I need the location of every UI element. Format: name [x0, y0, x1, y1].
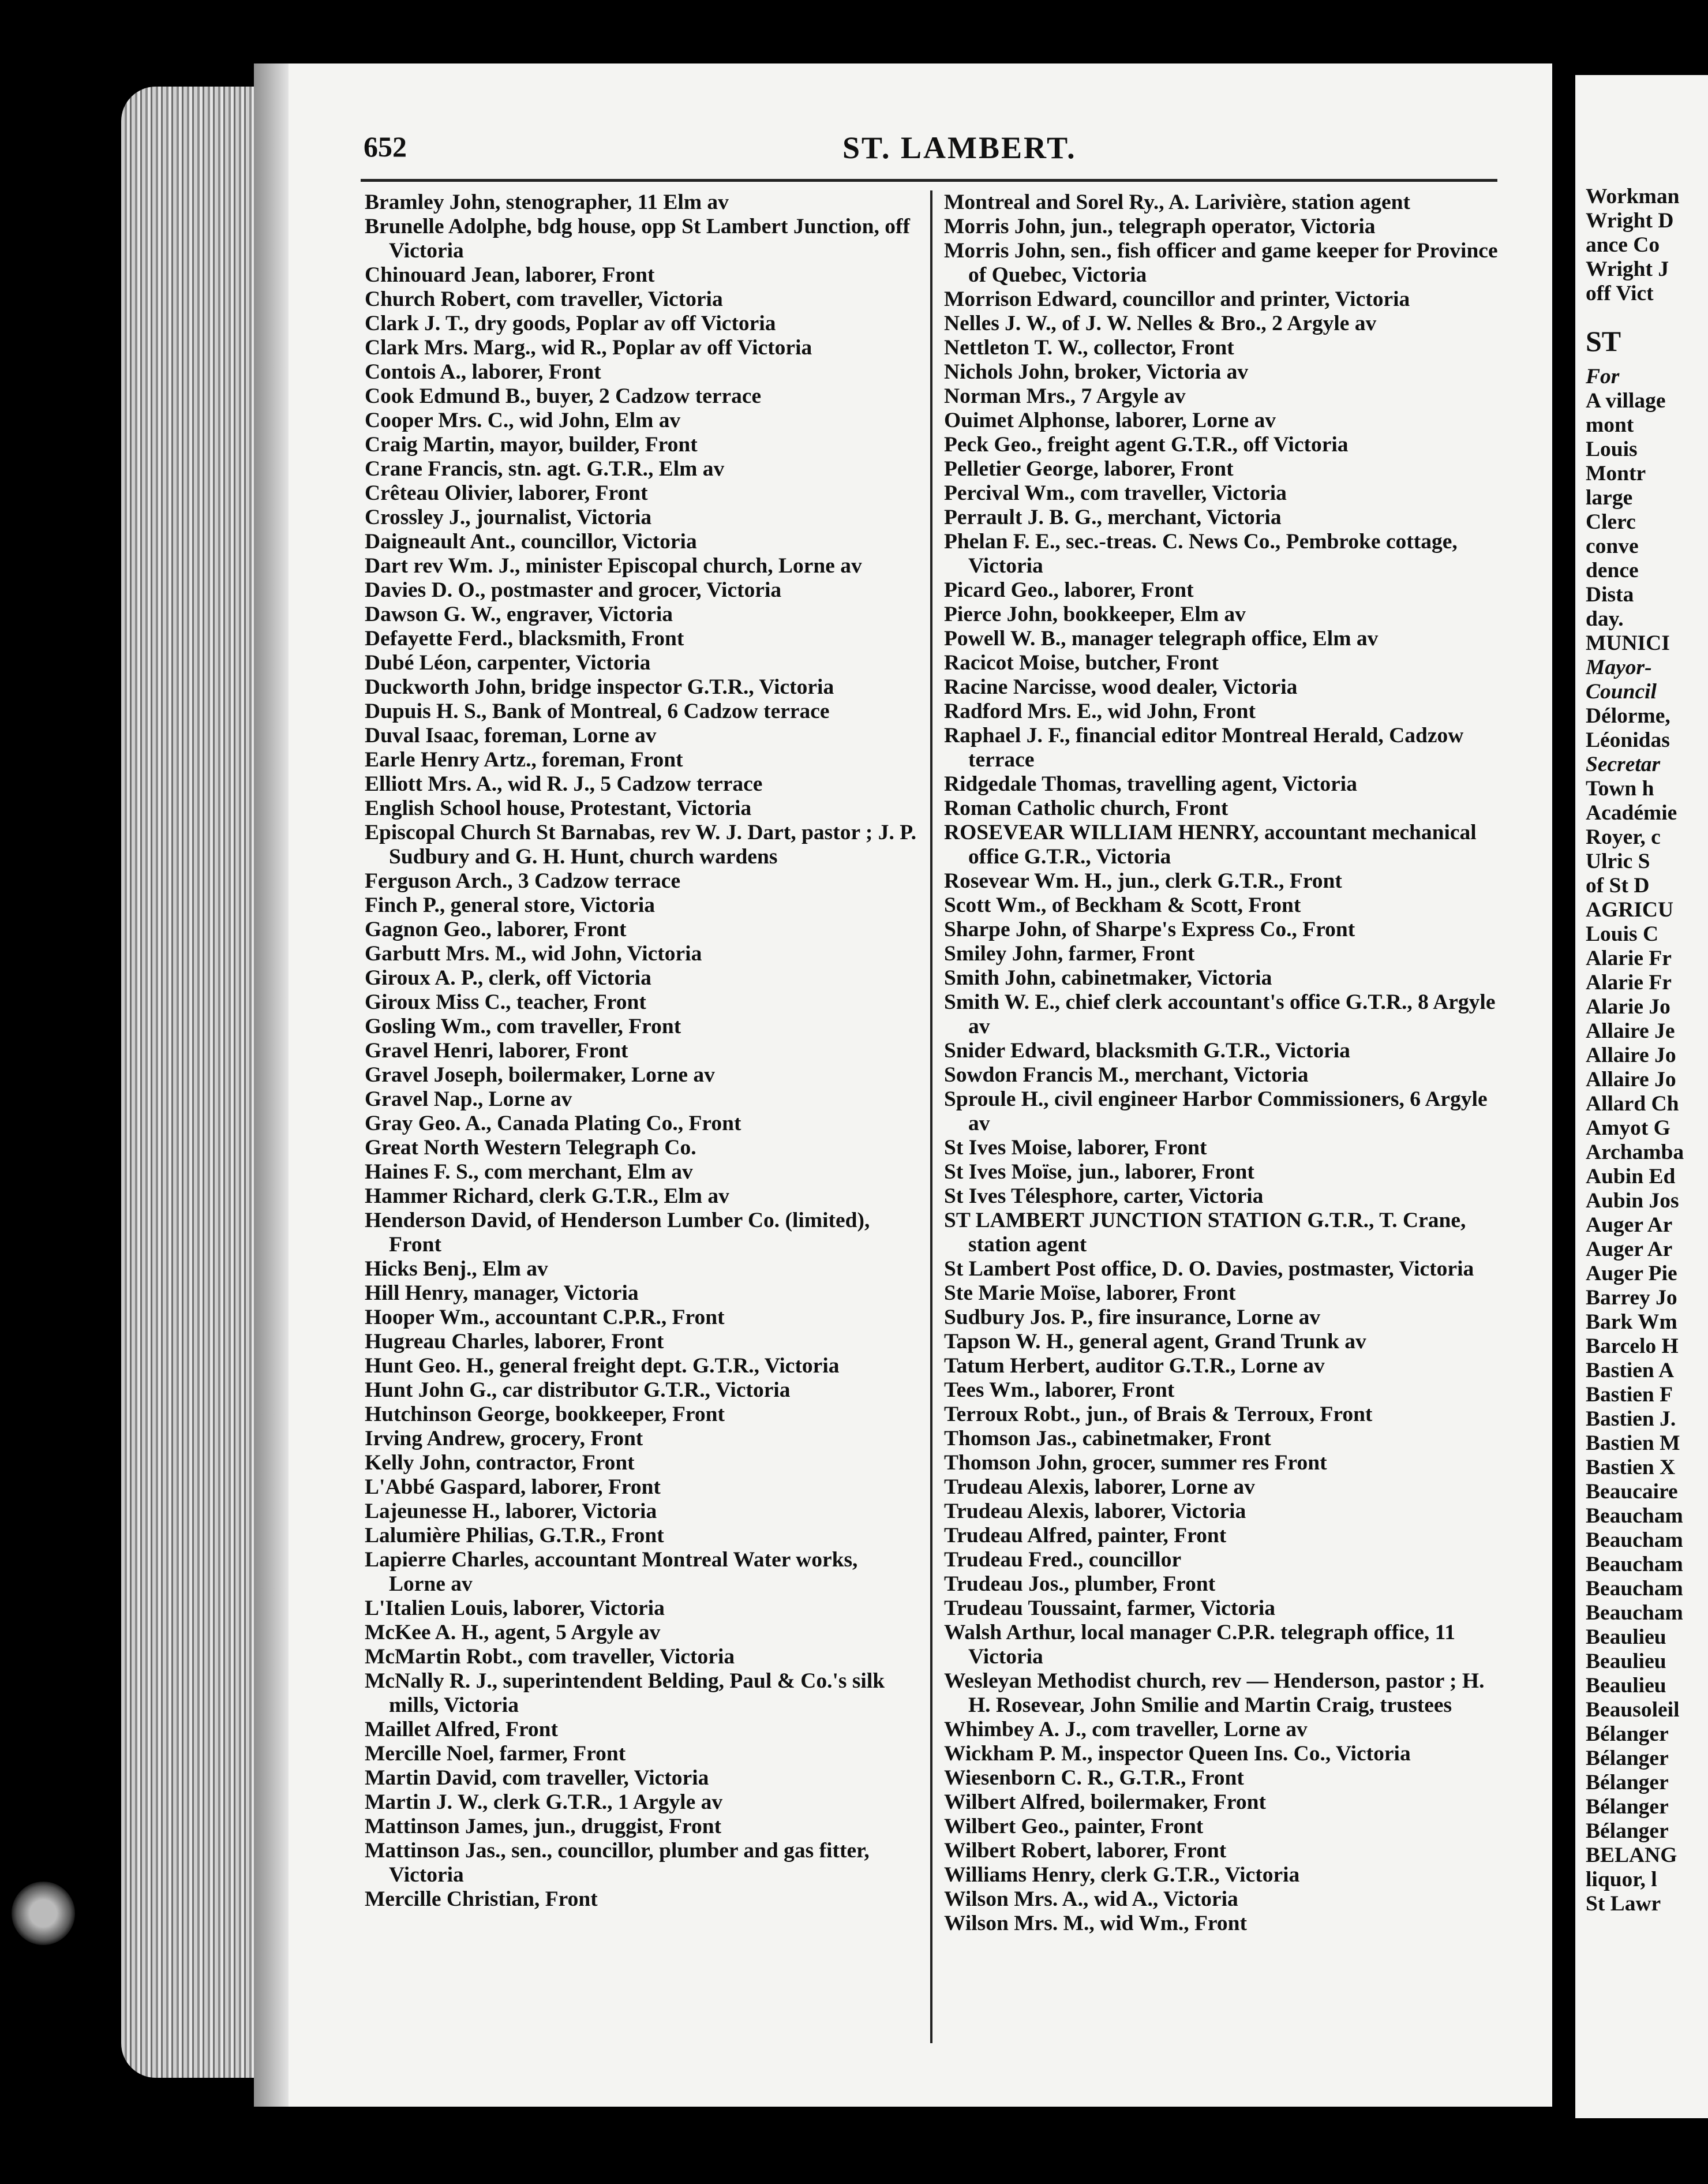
- directory-entry: Hunt John G., car distributor G.T.R., Victoria: [365, 1378, 791, 1402]
- directory-entry: Haines F. S., com merchant, Elm av: [365, 1160, 693, 1184]
- page-number: 652: [364, 130, 407, 163]
- directory-entry: Hammer Richard, clerk G.T.R., Elm av: [365, 1184, 729, 1208]
- facing-page-column: [1586, 185, 1708, 1916]
- directory-entry: Wilbert Robert, laborer, Front: [944, 1839, 1227, 1863]
- directory-entry: Tapson W. H., general agent, Grand Trunk av: [944, 1330, 1366, 1353]
- directory-entry: Racine Narcisse, wood dealer, Victoria: [944, 675, 1298, 699]
- directory-entry: Cooper Mrs. C., wid John, Elm av: [365, 409, 681, 432]
- facing-page-line: Bélanger: [1586, 1771, 1669, 1794]
- facing-page-line: Auger Pie: [1586, 1262, 1677, 1285]
- directory-entry: Martin J. W., clerk G.T.R., 1 Argyle av: [365, 1790, 723, 1814]
- facing-page-line: off Vict: [1586, 282, 1654, 305]
- directory-entry: Trudeau Jos., plumber, Front: [944, 1572, 1216, 1596]
- facing-page-line: Bark Wm: [1586, 1310, 1677, 1334]
- directory-entry: St Ives Télesphore, carter, Victoria: [944, 1184, 1264, 1208]
- directory-entry: Garbutt Mrs. M., wid John, Victoria: [365, 942, 702, 966]
- directory-entry: Great North Western Telegraph Co.: [365, 1136, 696, 1160]
- directory-entry: Sowdon Francis M., merchant, Victoria: [944, 1063, 1309, 1087]
- facing-page-line: Beaucham: [1586, 1504, 1683, 1528]
- directory-entry: Ridgedale Thomas, travelling agent, Victoria: [944, 772, 1357, 796]
- directory-entry: Smith John, cabinetmaker, Victoria: [944, 966, 1272, 990]
- directory-entry: Perrault J. B. G., merchant, Victoria: [944, 506, 1282, 529]
- page-title: ST. LAMBERT.: [842, 130, 1077, 165]
- facing-page-line: Royer, c: [1586, 825, 1661, 849]
- facing-page-line: Louis: [1586, 437, 1638, 461]
- directory-entry: Racicot Moise, butcher, Front: [944, 651, 1219, 675]
- facing-page-line: Alarie Fr: [1586, 947, 1672, 970]
- directory-entry: Gagnon Geo., laborer, Front: [365, 918, 627, 941]
- directory-entry: Mattinson Jas., sen., councillor, plumber and gas fitter, Victoria: [365, 1839, 870, 1887]
- directory-entry: Dart rev Wm. J., minister Episcopal church, Lorne av: [365, 554, 862, 578]
- facing-page-line: Bélanger: [1586, 1795, 1669, 1819]
- facing-page-line: St Lawr: [1586, 1892, 1661, 1916]
- directory-entry: Wilson Mrs. M., wid Wm., Front: [944, 1912, 1248, 1935]
- directory-entry: Nichols John, broker, Victoria av: [944, 360, 1249, 384]
- facing-page-line: ance Co: [1586, 233, 1660, 257]
- directory-entry: Roman Catholic church, Front: [944, 796, 1228, 820]
- facing-page-line: AGRICU: [1586, 898, 1674, 922]
- directory-entry: Craig Martin, mayor, builder, Front: [365, 433, 698, 457]
- directory-entry: Clark J. T., dry goods, Poplar av off Victoria: [365, 312, 776, 335]
- facing-page-line: For: [1586, 365, 1620, 388]
- facing-page-line: Beausoleil: [1586, 1698, 1680, 1722]
- facing-page-line: Bastien J.: [1586, 1407, 1676, 1431]
- directory-entry: Lajeunesse H., laborer, Victoria: [365, 1499, 657, 1523]
- directory-entry: Rosevear Wm. H., jun., clerk G.T.R., Front: [944, 869, 1342, 893]
- directory-entry: Picard Geo., laborer, Front: [944, 578, 1194, 602]
- directory-entry: Earle Henry Artz., foreman, Front: [365, 748, 683, 772]
- facing-page-line: Amyot G: [1586, 1116, 1670, 1140]
- directory-entry: Davies D. O., postmaster and grocer, Victoria: [365, 578, 782, 602]
- facing-page-line: Bastien F: [1586, 1383, 1673, 1407]
- facing-page-line: Aubin Ed: [1586, 1165, 1676, 1188]
- facing-page-line: Auger Ar: [1586, 1237, 1673, 1261]
- directory-entry: Sudbury Jos. P., fire insurance, Lorne av: [944, 1306, 1321, 1329]
- directory-entry: Morrison Edward, councillor and printer, Victoria: [944, 287, 1410, 311]
- scan-smudge: [12, 1882, 75, 1945]
- facing-page-line: Montr: [1586, 462, 1646, 485]
- directory-entry: Wesleyan Methodist church, rev — Henderson, pastor ; H. H. Rosevear, John Smilie and Martin Craig, trustees: [944, 1669, 1485, 1717]
- facing-page-line: Mayor-: [1586, 656, 1652, 679]
- directory-entry: Church Robert, com traveller, Victoria: [365, 287, 723, 311]
- right-column: [944, 190, 1498, 1936]
- directory-entry: Montreal and Sorel Ry., A. Larivière, station agent: [944, 190, 1411, 214]
- directory-entry: Tatum Herbert, auditor G.T.R., Lorne av: [944, 1354, 1325, 1378]
- directory-entry: St Lambert Post office, D. O. Davies, postmaster, Victoria: [944, 1257, 1474, 1281]
- directory-entry: Mercille Christian, Front: [365, 1887, 598, 1911]
- facing-page-line: Beaucham: [1586, 1577, 1683, 1600]
- facing-page-line: A village: [1586, 389, 1666, 413]
- directory-entry: Maillet Alfred, Front: [365, 1718, 559, 1741]
- directory-entry: Contois A., laborer, Front: [365, 360, 601, 384]
- directory-entry: Crossley J., journalist, Victoria: [365, 506, 652, 529]
- directory-entry: ROSEVEAR WILLIAM HENRY, accountant mechanical office G.T.R., Victoria: [944, 821, 1477, 869]
- facing-page-line: Délorme,: [1586, 704, 1670, 728]
- directory-entry: Snider Edward, blacksmith G.T.R., Victoria: [944, 1039, 1350, 1063]
- directory-entry: Sproule H., civil engineer Harbor Commissioners, 6 Argyle av: [944, 1087, 1488, 1135]
- directory-entry: Pelletier George, laborer, Front: [944, 457, 1234, 481]
- directory-entry: Dupuis H. S., Bank of Montreal, 6 Cadzow terrace: [365, 700, 830, 723]
- facing-page-line: Bélanger: [1586, 1722, 1669, 1746]
- facing-page-line: Wright J: [1586, 257, 1669, 281]
- facing-page-line: Bastien X: [1586, 1456, 1676, 1479]
- facing-page-line: Bastien A: [1586, 1359, 1675, 1382]
- facing-page-line: Bélanger: [1586, 1819, 1669, 1843]
- directory-entry: Bramley John, stenographer, 11 Elm av: [365, 190, 729, 214]
- directory-entry: Percival Wm., com traveller, Victoria: [944, 481, 1287, 505]
- facing-page-line: Barrey Jo: [1586, 1286, 1677, 1310]
- facing-page-line: Alarie Fr: [1586, 971, 1672, 994]
- directory-entry: Wilson Mrs. A., wid A., Victoria: [944, 1887, 1238, 1911]
- directory-entry: Defayette Ferd., blacksmith, Front: [365, 627, 684, 650]
- facing-page-line: Secretar: [1586, 753, 1661, 776]
- directory-entry: Crêteau Olivier, laborer, Front: [365, 481, 648, 505]
- directory-entry: Wickham P. M., inspector Queen Ins. Co., Victoria: [944, 1742, 1411, 1766]
- directory-entry: Terroux Robt., jun., of Brais & Terroux, Front: [944, 1403, 1373, 1426]
- directory-entry: Wilbert Alfred, boilermaker, Front: [944, 1790, 1266, 1814]
- directory-entry: Lalumière Philias, G.T.R., Front: [365, 1524, 664, 1547]
- facing-page-line: of St D: [1586, 874, 1650, 897]
- directory-entry: Wiesenborn C. R., G.T.R., Front: [944, 1766, 1244, 1790]
- facing-page-line: Archamba: [1586, 1140, 1684, 1164]
- facing-page-line: Barcelo H: [1586, 1334, 1679, 1358]
- facing-page-line: Ulric S: [1586, 850, 1650, 873]
- directory-entry: Pierce John, bookkeeper, Elm av: [944, 603, 1246, 626]
- directory-entry: Duckworth John, bridge inspector G.T.R., Victoria: [365, 675, 834, 699]
- directory-entry: Irving Andrew, grocery, Front: [365, 1427, 643, 1450]
- facing-page-line: Alarie Jo: [1586, 995, 1670, 1019]
- directory-entry: Ste Marie Moïse, laborer, Front: [944, 1281, 1236, 1305]
- facing-page-line: Wright D: [1586, 209, 1674, 233]
- facing-page-line: Beaulieu: [1586, 1650, 1666, 1673]
- directory-entry: Duval Isaac, foreman, Lorne av: [365, 724, 657, 747]
- directory-entry: Raphael J. F., financial editor Montreal Herald, Cadzow terrace: [944, 724, 1464, 772]
- facing-page-line: Allaire Je: [1586, 1019, 1675, 1043]
- directory-entry: Trudeau Alexis, laborer, Lorne av: [944, 1475, 1255, 1499]
- directory-entry: Trudeau Fred., councillor: [944, 1548, 1182, 1572]
- directory-entry: Thomson Jas., cabinetmaker, Front: [944, 1427, 1271, 1450]
- facing-page-line: Beaucaire: [1586, 1480, 1678, 1504]
- directory-entry: Scott Wm., of Beckham & Scott, Front: [944, 893, 1301, 917]
- directory-entry: Gravel Joseph, boilermaker, Lorne av: [365, 1063, 715, 1087]
- facing-page-line: Bastien M: [1586, 1431, 1680, 1455]
- directory-entry: Gray Geo. A., Canada Plating Co., Front: [365, 1112, 741, 1135]
- directory-entry: Chinouard Jean, laborer, Front: [365, 263, 655, 287]
- directory-entry: Whimbey A. J., com traveller, Lorne av: [944, 1718, 1308, 1741]
- facing-page-line: Louis C: [1586, 922, 1659, 946]
- facing-page-line: Dista: [1586, 583, 1634, 607]
- directory-entry: Trudeau Toussaint, farmer, Victoria: [944, 1596, 1275, 1620]
- directory-entry: Hicks Benj., Elm av: [365, 1257, 548, 1281]
- facing-page-line: Auger Ar: [1586, 1213, 1673, 1237]
- directory-entry: Peck Geo., freight agent G.T.R., off Victoria: [944, 433, 1349, 457]
- directory-entry: St Ives Moise, laborer, Front: [944, 1136, 1207, 1160]
- directory-entry: Trudeau Alexis, laborer, Victoria: [944, 1499, 1246, 1523]
- facing-page-line: Town h: [1586, 777, 1654, 801]
- facing-page-line: liquor, l: [1586, 1868, 1657, 1891]
- facing-page-line: Allaire Jo: [1586, 1044, 1676, 1067]
- directory-entry: Thomson John, grocer, summer res Front: [944, 1451, 1327, 1475]
- directory-entry: Norman Mrs., 7 Argyle av: [944, 384, 1186, 408]
- directory-entry: Williams Henry, clerk G.T.R., Victoria: [944, 1863, 1300, 1887]
- directory-entry: Elliott Mrs. A., wid R. J., 5 Cadzow terrace: [365, 772, 763, 796]
- directory-entry: Phelan F. E., sec.-treas. C. News Co., Pembroke cottage, Victoria: [944, 530, 1458, 578]
- facing-page-line: MUNICI: [1586, 631, 1670, 655]
- directory-entry: Powell W. B., manager telegraph office, Elm av: [944, 627, 1379, 650]
- directory-entry: Crane Francis, stn. agt. G.T.R., Elm av: [365, 457, 725, 481]
- directory-entry: ST LAMBERT JUNCTION STATION G.T.R., T. Crane, station agent: [944, 1209, 1466, 1256]
- directory-entry: Cook Edmund B., buyer, 2 Cadzow terrace: [365, 384, 762, 408]
- directory-entry: Morris John, sen., fish officer and game keeper for Province of Quebec, Victoria: [944, 239, 1498, 287]
- directory-entry: Dubé Léon, carpenter, Victoria: [365, 651, 651, 675]
- facing-page-line: Council: [1586, 680, 1657, 704]
- facing-page-line: ST: [1586, 325, 1621, 357]
- directory-entry: Ouimet Alphonse, laborer, Lorne av: [944, 409, 1276, 432]
- directory-entry: Giroux Miss C., teacher, Front: [365, 990, 646, 1014]
- directory-entry: Lapierre Charles, accountant Montreal Water works, Lorne av: [365, 1548, 858, 1596]
- directory-entry: Mattinson James, jun., druggist, Front: [365, 1815, 722, 1838]
- facing-page-line: day.: [1586, 607, 1624, 631]
- facing-page-line: Clerc: [1586, 510, 1636, 534]
- directory-entry: Henderson David, of Henderson Lumber Co. (limited), Front: [365, 1209, 870, 1256]
- directory-entry: Episcopal Church St Barnabas, rev W. J. Dart, pastor ; J. P. Sudbury and G. H. Hunt, church wardens: [365, 821, 917, 869]
- page-stack-edges: [121, 87, 271, 2078]
- directory-entry: Wilbert Geo., painter, Front: [944, 1815, 1204, 1838]
- facing-page-line: dence: [1586, 559, 1639, 582]
- facing-page-line: Workman: [1586, 185, 1680, 208]
- directory-entry: Nelles J. W., of J. W. Nelles & Bro., 2 Argyle av: [944, 312, 1377, 335]
- directory-entry: L'Abbé Gaspard, laborer, Front: [365, 1475, 661, 1499]
- facing-page-line: Beaulieu: [1586, 1625, 1666, 1649]
- facing-page-line: mont: [1586, 413, 1634, 437]
- directory-entry: Brunelle Adolphe, bdg house, opp St Lambert Junction, off Victoria: [365, 215, 910, 263]
- directory-entry: Giroux A. P., clerk, off Victoria: [365, 966, 651, 990]
- directory-entry: Gravel Henri, laborer, Front: [365, 1039, 628, 1063]
- left-column: [365, 190, 919, 1912]
- directory-entry: Tees Wm., laborer, Front: [944, 1378, 1175, 1402]
- column-divider: [930, 190, 932, 2043]
- facing-page-line: large: [1586, 486, 1633, 510]
- directory-entry: English School house, Protestant, Victoria: [365, 796, 752, 820]
- facing-page-line: Beaucham: [1586, 1528, 1683, 1552]
- directory-entry: McMartin Robt., com traveller, Victoria: [365, 1645, 735, 1669]
- directory-entry: Finch P., general store, Victoria: [365, 893, 656, 917]
- directory-entry: Hutchinson George, bookkeeper, Front: [365, 1403, 725, 1426]
- directory-entry: Gravel Nap., Lorne av: [365, 1087, 572, 1111]
- facing-page-line: Allaire Jo: [1586, 1068, 1676, 1091]
- directory-entry: Daigneault Ant., councillor, Victoria: [365, 530, 697, 554]
- directory-entry: Martin David, com traveller, Victoria: [365, 1766, 709, 1790]
- directory-entry: St Ives Moïse, jun., laborer, Front: [944, 1160, 1254, 1184]
- directory-entry: Walsh Arthur, local manager C.P.R. telegraph office, 11 Victoria: [944, 1621, 1456, 1669]
- directory-entry: Sharpe John, of Sharpe's Express Co., Front: [944, 918, 1355, 941]
- directory-entry: Clark Mrs. Marg., wid R., Poplar av off Victoria: [365, 336, 812, 360]
- facing-page-line: conve: [1586, 534, 1639, 558]
- directory-entry: Ferguson Arch., 3 Cadzow terrace: [365, 869, 681, 893]
- facing-page-line: Bélanger: [1586, 1747, 1669, 1770]
- directory-entry: Dawson G. W., engraver, Victoria: [365, 603, 673, 626]
- page-gutter-shadow: [254, 63, 289, 2107]
- directory-entry: Radford Mrs. E., wid John, Front: [944, 700, 1256, 723]
- header-rule: [361, 179, 1497, 182]
- directory-entry: Smith W. E., chief clerk accountant's office G.T.R., 8 Argyle av: [944, 990, 1496, 1038]
- directory-entry: Hooper Wm., accountant C.P.R., Front: [365, 1306, 725, 1329]
- directory-entry: Hunt Geo. H., general freight dept. G.T.R., Victoria: [365, 1354, 840, 1378]
- directory-entry: Hugreau Charles, laborer, Front: [365, 1330, 664, 1353]
- directory-entry: Nettleton T. W., collector, Front: [944, 336, 1234, 360]
- directory-entry: Hill Henry, manager, Victoria: [365, 1281, 639, 1305]
- directory-entry: Kelly John, contractor, Front: [365, 1451, 635, 1475]
- facing-page-line: Allard Ch: [1586, 1092, 1679, 1116]
- facing-page-line: Beaulieu: [1586, 1674, 1666, 1697]
- directory-entry: Morris John, jun., telegraph operator, Victoria: [944, 215, 1376, 238]
- directory-entry: McKee A. H., agent, 5 Argyle av: [365, 1621, 661, 1644]
- directory-entry: Gosling Wm., com traveller, Front: [365, 1015, 681, 1038]
- directory-entry: Smiley John, farmer, Front: [944, 942, 1195, 966]
- facing-page-line: Aubin Jos: [1586, 1189, 1679, 1213]
- directory-entry: McNally R. J., superintendent Belding, Paul & Co.'s silk mills, Victoria: [365, 1669, 885, 1717]
- facing-page-line: BELANG: [1586, 1843, 1677, 1867]
- facing-page-line: Beaucham: [1586, 1601, 1683, 1625]
- directory-entry: Mercille Noel, farmer, Front: [365, 1742, 626, 1766]
- facing-page-line: Beaucham: [1586, 1553, 1683, 1576]
- directory-entry: L'Italien Louis, laborer, Victoria: [365, 1596, 665, 1620]
- facing-page-line: Académie: [1586, 801, 1677, 825]
- directory-entry: Trudeau Alfred, painter, Front: [944, 1524, 1227, 1547]
- facing-page-line: Léonidas: [1586, 728, 1670, 752]
